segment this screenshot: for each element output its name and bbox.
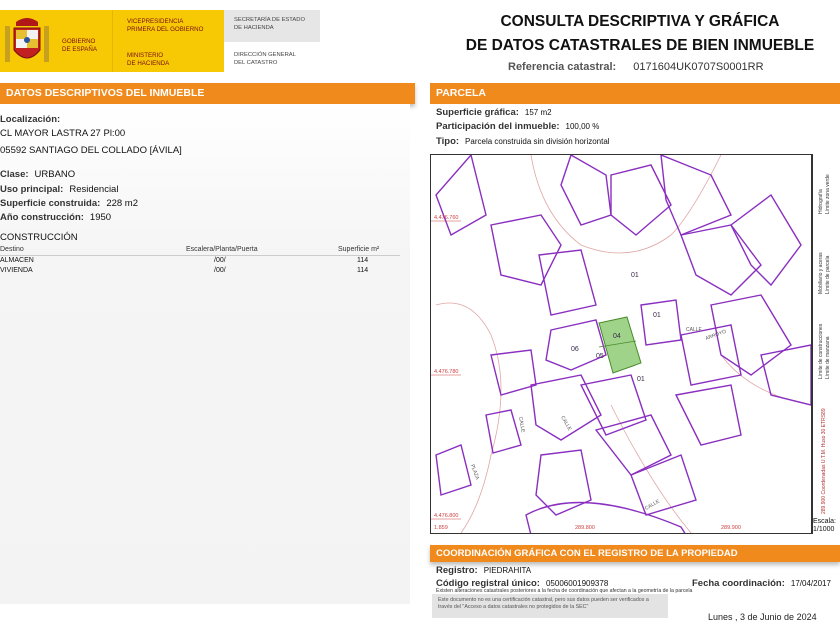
col-planta: Escalera/Planta/Puerta — [186, 246, 258, 253]
tipo: Tipo: Parcela construida sin división horizontal — [436, 136, 610, 147]
coord-y-2: 4.476.780 — [434, 369, 459, 375]
secretaria-block — [224, 10, 320, 72]
document-title — [440, 10, 840, 58]
street-label-3: CALLE — [559, 415, 573, 432]
coord-x-2: 289.800 — [575, 525, 595, 531]
issue-date: Lunes , 3 de Junio de 2024 — [708, 612, 817, 622]
vicepresidencia-label: VICEPRESIDENCIA PRIMERA DEL GOBIERNO — [127, 18, 204, 33]
parcel-label-01c: 01 — [631, 272, 639, 279]
anio-field: Año construcción: 1950 — [0, 212, 112, 223]
localizacion-label: Localización: — [0, 114, 61, 125]
participacion: Participación del inmueble: 100,00 % — [436, 121, 600, 132]
gobierno-label: GOBIERNO DE ESPAÑA — [62, 38, 97, 53]
escala — [812, 518, 840, 534]
gobierno-logo — [0, 10, 112, 72]
col-destino: Destino — [0, 246, 24, 253]
coat-of-arms-icon — [4, 16, 50, 68]
ref-value: 0171604UK0707S0001RR — [633, 61, 764, 73]
referencia-catastral — [508, 61, 764, 73]
construccion-title: CONSTRUCCIÓN — [0, 232, 78, 243]
row-2-destino: VIVIENDA — [0, 267, 33, 274]
row-2-planta: /00/ — [214, 267, 226, 274]
fecha-field: Fecha coordinación: 17/04/2017 — [692, 578, 831, 589]
legend-item-4: Límite de parcela — [825, 255, 831, 294]
coordinacion-section-header: COORDINACIÓN GRÁFICA CON EL REGISTRO DE LA PROPIEDAD — [430, 545, 840, 562]
header-logos — [0, 10, 320, 72]
street-label-1: CALLE — [686, 327, 702, 333]
coord-y-3: 4.476.800 — [434, 513, 459, 519]
street-label-2: ARROYO — [704, 328, 728, 342]
parcel-label-01b: 01 — [653, 312, 661, 319]
coord-x-3: 289.900 — [721, 525, 741, 531]
address-line-2: 05592 SANTIAGO DEL COLLADO [ÁVILA] — [0, 145, 182, 156]
street-label-5: PLAZA — [469, 463, 481, 481]
selected-parcel — [599, 317, 641, 373]
table-divider — [0, 255, 400, 256]
legend-item-5: Límite de construcciones — [818, 323, 824, 379]
escala-value: 1/1000 — [813, 526, 835, 533]
parcel-label-04: 04 — [613, 333, 621, 340]
disclaimer-box: Este documento no es una certificación catastral, pero sus datos pueden ser verificados a través del "Acceso a datos catastrales no protegidos de la SEC" — [432, 594, 668, 618]
row-2-superficie: 114 — [357, 267, 369, 274]
superficie-grafica: Superficie gráfica: 157 m2 — [436, 107, 552, 118]
legend-item-3: Mobiliario y aceras — [818, 252, 824, 294]
codigo-field: Código registral único: 05006001909378 — [436, 578, 609, 589]
coord-x-1: 1.859 — [434, 525, 448, 531]
alteraciones-note: Existen alteraciones catastrales posteriores a la fecha de coordinación que afectan a la geometría de la parcela — [436, 588, 693, 594]
address-line-1: CL MAYOR LASTRA 27 Pl:00 — [0, 128, 126, 139]
registro-field: Registro: PIEDRAHITA — [436, 565, 532, 576]
uso-field: Uso principal: Residencial — [0, 184, 119, 195]
clase-field: Clase: URBANO — [0, 169, 76, 180]
legend-item-6: Límite de manzana — [825, 336, 831, 379]
title-line-1: CONSULTA DESCRIPTIVA Y GRÁFICA — [500, 13, 780, 30]
legend-utm-note: 289.900 Coordenadas U.T.M. Huso 30 ETRS89 — [821, 408, 827, 514]
vicepresidencia-block — [112, 10, 224, 72]
street-label-6: CALLE — [644, 498, 661, 512]
legend-item-2: Límite zona verde — [825, 174, 831, 214]
row-1-planta: /00/ — [214, 257, 226, 264]
superficie-field: Superficie construida: 228 m2 — [0, 198, 138, 209]
escala-label: Escala: — [813, 518, 836, 525]
legend-item-1: Hidrografía — [818, 189, 824, 214]
map-drawing — [431, 155, 812, 534]
coord-y-1: 4.476.760 — [434, 215, 459, 221]
row-1-destino: ALMACEN — [0, 257, 34, 264]
parcel-label-06: 06 — [571, 346, 579, 353]
parcela-section-header: PARCELA — [430, 83, 840, 104]
datos-section-header: DATOS DESCRIPTIVOS DEL INMUEBLE — [0, 83, 415, 104]
col-superficie: Superficie m² — [338, 246, 380, 253]
parcel-label-05: 05 — [596, 353, 604, 360]
row-1-superficie: 114 — [357, 257, 369, 264]
cadastral-map[interactable] — [430, 154, 812, 534]
secretaria-label: SECRETARÍA DE ESTADO DE HACIENDA — [234, 17, 305, 31]
direccion-label: DIRECCIÓN GENERAL DEL CATASTRO — [234, 52, 296, 66]
ministerio-label: MINISTERIO DE HACIENDA — [127, 52, 170, 67]
title-line-2: DE DATOS CATASTRALES DE BIEN INMUEBLE — [465, 37, 815, 54]
parcel-label-01a: 01 — [637, 376, 645, 383]
street-label-4: CALLE — [517, 416, 526, 433]
ref-label: Referencia catastral: — [508, 61, 617, 73]
map-legend — [812, 154, 840, 519]
